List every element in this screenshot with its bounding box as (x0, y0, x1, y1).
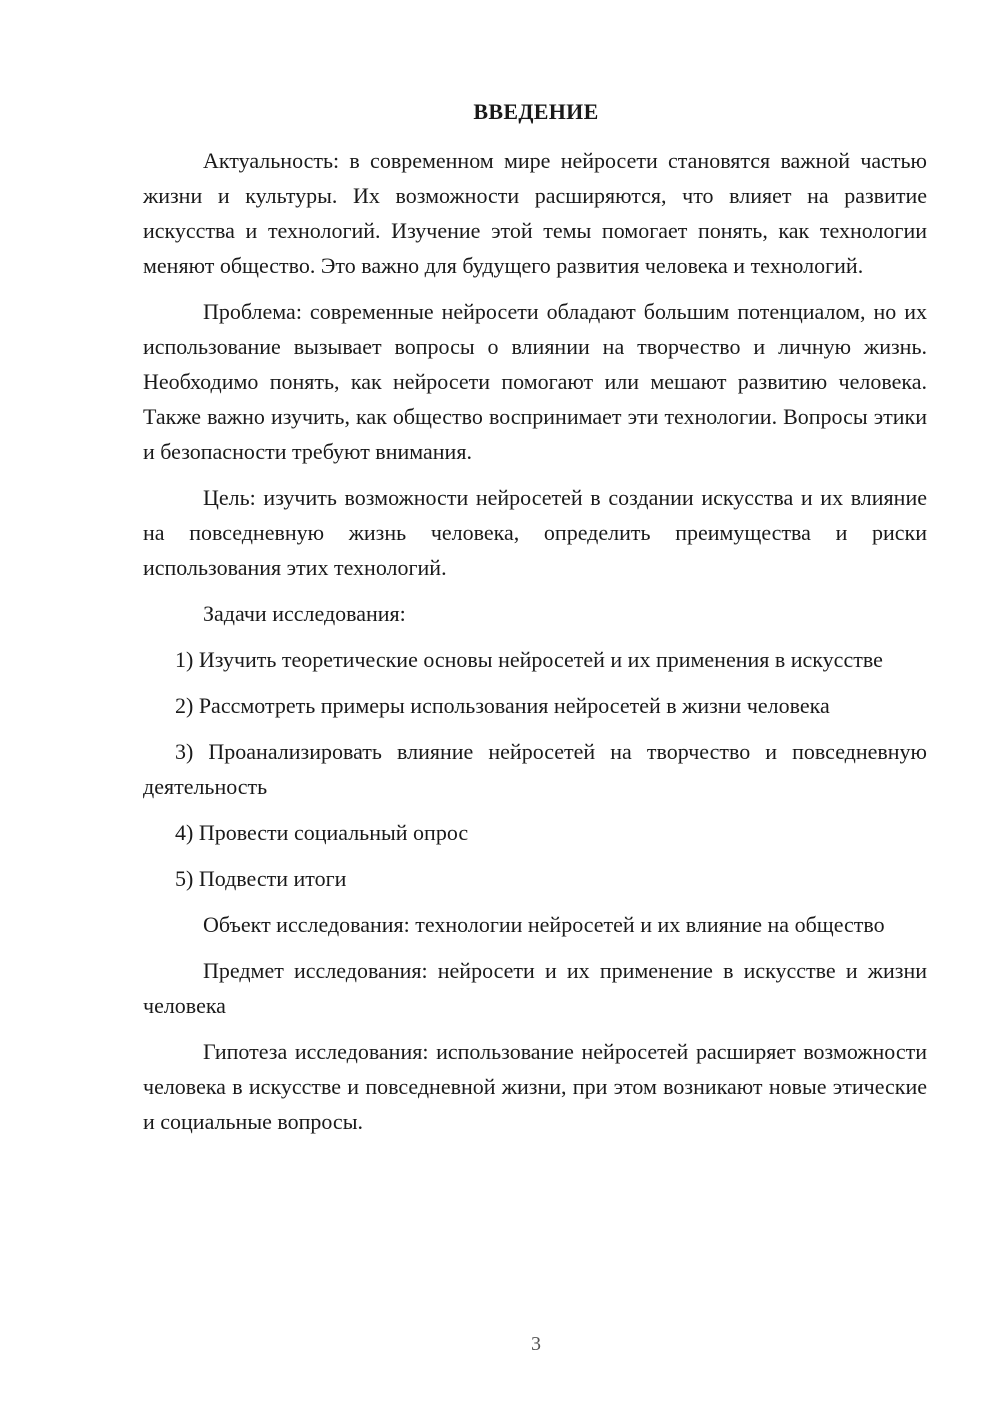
task-item: 5) Подвести итоги (175, 866, 347, 891)
task-item: 4) Провести социальный опрос (175, 820, 469, 845)
tasks-heading: Задачи исследования: (203, 601, 406, 626)
hypothesis-paragraph: Гипотеза исследования: использование нейросетей расширяет возможности человека в искусстве и повседневной жизни, при этом возникают новые этические и социальные вопросы. (143, 1039, 927, 1134)
task-item: 1) Изучить теоретические основы нейросетей и их применения в искусстве (175, 647, 883, 672)
relevance-paragraph: Актуальность: в современном мире нейросети становятся важной частью жизни и культуры. Их возможности расширяются, что влияет на развитие искусства и технологий. Изучение этой темы помогает понять, как технологии меняют общество. Это важно для будущего развития человека и технологий. (143, 148, 927, 278)
problem-paragraph: Проблема: современные нейросети обладают большим потенциалом, но их использование вызывает вопросы о влиянии на творчество и личную жизнь. Необходимо понять, как нейросети помогают или мешают развитию человека. Также важно изучить, как общество воспринимает эти технологии. Вопросы этики и безопасности требуют внимания. (143, 299, 927, 464)
task-item: 2) Рассмотреть примеры использования нейросетей в жизни человека (175, 693, 830, 718)
object-paragraph: Объект исследования: технологии нейросетей и их влияние на общество (203, 912, 885, 937)
task-item: 3) Проанализировать влияние нейросетей на творчество и повседневную деятельность (143, 739, 927, 799)
section-heading: ВВЕДЕНИЕ (473, 99, 599, 124)
body-text (143, 143, 927, 1150)
subject-paragraph: Предмет исследования: нейросети и их применение в искусстве и жизни человека (143, 958, 927, 1018)
page-number: 3 (531, 1333, 541, 1355)
goal-paragraph: Цель: изучить возможности нейросетей в создании искусства и их влияние на повседневную жизнь человека, определить преимущества и риски использования этих технологий. (143, 485, 927, 580)
